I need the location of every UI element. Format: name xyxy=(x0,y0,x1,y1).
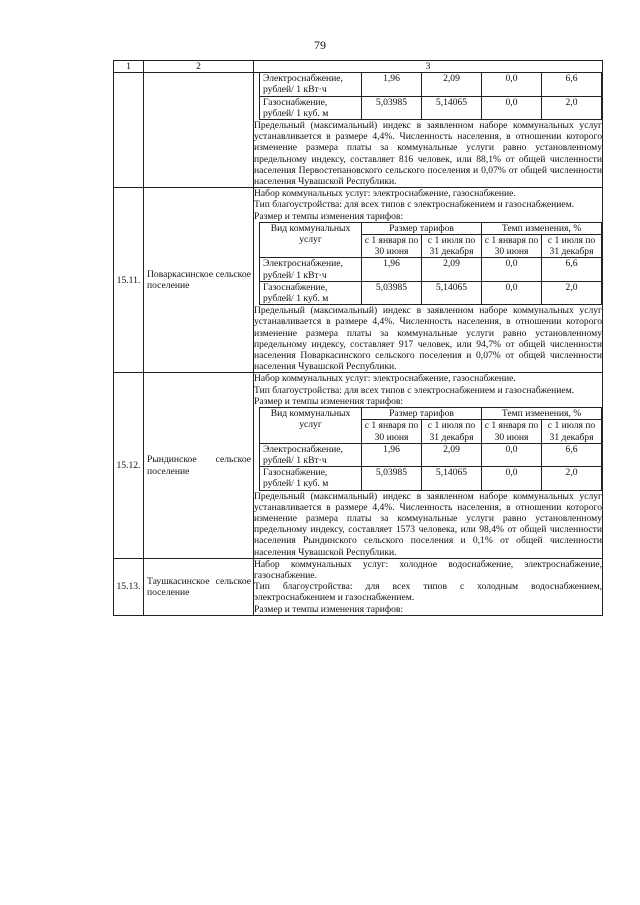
header-col-3: 3 xyxy=(254,61,603,73)
col-rate-header: Темп изменения, % xyxy=(482,408,602,420)
tariff-h1: 5,03985 xyxy=(362,281,422,304)
col-kind-header: Вид коммунальных услуг xyxy=(260,222,362,258)
tariff-table xyxy=(259,222,602,305)
rate-h2: 6,6 xyxy=(542,73,602,96)
improvement-type: Тип благоустройства: для всех типов с электроснабжением и газоснабжением. xyxy=(254,384,575,396)
service-name: Электроснабжение, рублей/ 1 кВт·ч xyxy=(260,73,362,96)
service-name: Электроснабжение, рублей/ 1 кВт·ч xyxy=(260,443,362,466)
rate-h2: 2,0 xyxy=(542,467,602,490)
improvement-type: Тип благоустройства: для всех типов с электроснабжением и газоснабжением. xyxy=(254,199,575,211)
rate-h2: 6,6 xyxy=(542,258,602,281)
limit-index-text: Предельный (максимальный) индекс в заявленном наборе коммунальных услуг устанавливается в размере 4,4%. Численность населения, в отношении которого изменение размера платы за коммунальные услуги равно установленному предельному индексу, составляет 917 человек, или 94,7% от общей численности населения Поваркасинского сельского поселения и 0,07% от общей численности населения Чувашской Республики. xyxy=(254,305,602,373)
tariff-table xyxy=(259,73,602,120)
limit-index-text: Предельный (максимальный) индекс в заявленном наборе коммунальных услуг устанавливается в размере 4,4%. Численность населения, в отношении которого изменение размера платы за коммунальные услуги равно установленному предельному индексу, составляет 1573 человека, или 98,4% от общей численности населения Рындинского сельского поселения и 0,1% от общей численности населения Чувашской Республики. xyxy=(254,490,602,558)
tariff-row xyxy=(260,73,602,96)
tariff-h1: 1,96 xyxy=(362,73,422,96)
service-name: Электроснабжение, рублей/ 1 кВт·ч xyxy=(260,258,362,281)
tariff-h2: 5,14065 xyxy=(422,467,482,490)
tariff-h2: 2,09 xyxy=(422,73,482,96)
rate-h2: 2,0 xyxy=(542,281,602,304)
rate-h1: 0,0 xyxy=(482,443,542,466)
sub-header: с 1 января по 30 июня xyxy=(482,420,542,443)
service-name: Газоснабжение, рублей/ 1 куб. м xyxy=(260,467,362,490)
row-content xyxy=(254,188,603,373)
tariff-h2: 5,14065 xyxy=(422,281,482,304)
tariff-sizes-label: Размер и темпы изменения тарифов: xyxy=(254,603,404,615)
row-number: 15.11. xyxy=(114,188,144,373)
settlement-name: Рындинское сельское поселение xyxy=(144,373,254,558)
services-set: Набор коммунальных услуг: холодное водоснабжение, электроснабжение, газоснабжение. xyxy=(254,558,602,581)
rate-h2: 2,0 xyxy=(542,96,602,119)
rate-h1: 0,0 xyxy=(482,281,542,304)
tariff-h1: 5,03985 xyxy=(362,467,422,490)
tariff-row xyxy=(260,96,602,119)
continuation-content xyxy=(254,73,603,188)
sub-header: с 1 января по 30 июня xyxy=(482,235,542,258)
service-name: Газоснабжение, рублей/ 1 куб. м xyxy=(260,96,362,119)
tariff-h2: 2,09 xyxy=(422,443,482,466)
rate-h1: 0,0 xyxy=(482,258,542,281)
col-size-header: Размер тарифов xyxy=(362,222,482,234)
services-set: Набор коммунальных услуг: электроснабжение, газоснабжение. xyxy=(254,188,516,200)
sub-header: с 1 июля по 31 декабря xyxy=(542,420,602,443)
tariff-sizes-label: Размер и темпы изменения тарифов: xyxy=(254,395,404,407)
sub-header: с 1 июля по 31 декабря xyxy=(422,420,482,443)
rate-h1: 0,0 xyxy=(482,467,542,490)
limit-index-text: Предельный (максимальный) индекс в заявленном наборе коммунальных услуг устанавливается в размере 4,4%. Численность населения, в отношении которого изменение размера платы за коммунальные услуги равно установленному предельному индексу, составляет 816 человек, или 88,1% от общей численности населения Первостепановского сельского поселения и 0,07% от общей численности населения Чувашской Республики. xyxy=(254,120,602,188)
table-row xyxy=(114,373,603,558)
tariff-h2: 2,09 xyxy=(422,258,482,281)
sub-header: с 1 января по 30 июня xyxy=(362,420,422,443)
improvement-type: Тип благоустройства: для всех типов с холодным водоснабжением, электроснабжением и газоснабжением. xyxy=(254,581,602,604)
tariff-row xyxy=(260,281,602,304)
header-col-2: 2 xyxy=(144,61,254,73)
table-row xyxy=(114,188,603,373)
rate-h1: 0,0 xyxy=(482,73,542,96)
tariff-row xyxy=(260,443,602,466)
table-row xyxy=(114,73,603,188)
rate-h2: 6,6 xyxy=(542,443,602,466)
tariff-sizes-label: Размер и темпы изменения тарифов: xyxy=(254,210,404,222)
rate-h1: 0,0 xyxy=(482,96,542,119)
settlement-name: Таушкасинское сельское поселение xyxy=(144,558,254,615)
services-set: Набор коммунальных услуг: электроснабжение, газоснабжение. xyxy=(254,373,516,385)
row-number: 15.13. xyxy=(114,558,144,615)
tariff-h1: 1,96 xyxy=(362,258,422,281)
col-rate-header: Темп изменения, % xyxy=(482,222,602,234)
sub-header: с 1 июля по 31 декабря xyxy=(422,235,482,258)
tariff-row xyxy=(260,467,602,490)
row-number: 15.12. xyxy=(114,373,144,558)
col-kind-header: Вид коммунальных услуг xyxy=(260,408,362,444)
row-content xyxy=(254,373,603,558)
table-row xyxy=(114,558,603,615)
tariff-main-table xyxy=(113,60,603,616)
col-size-header: Размер тарифов xyxy=(362,408,482,420)
service-name: Газоснабжение, рублей/ 1 куб. м xyxy=(260,281,362,304)
settlement-name: Поваркасинское сельское поселение xyxy=(144,188,254,373)
tariff-h1: 1,96 xyxy=(362,443,422,466)
sub-header: с 1 июля по 31 декабря xyxy=(542,235,602,258)
tariff-row xyxy=(260,258,602,281)
table-header-row xyxy=(114,61,603,73)
page-number: 79 xyxy=(314,38,326,52)
tariff-table xyxy=(259,407,602,490)
row-content xyxy=(254,558,603,615)
sub-header: с 1 января по 30 июня xyxy=(362,235,422,258)
header-col-1: 1 xyxy=(114,61,144,73)
tariff-h2: 5,14065 xyxy=(422,96,482,119)
tariff-h1: 5,03985 xyxy=(362,96,422,119)
